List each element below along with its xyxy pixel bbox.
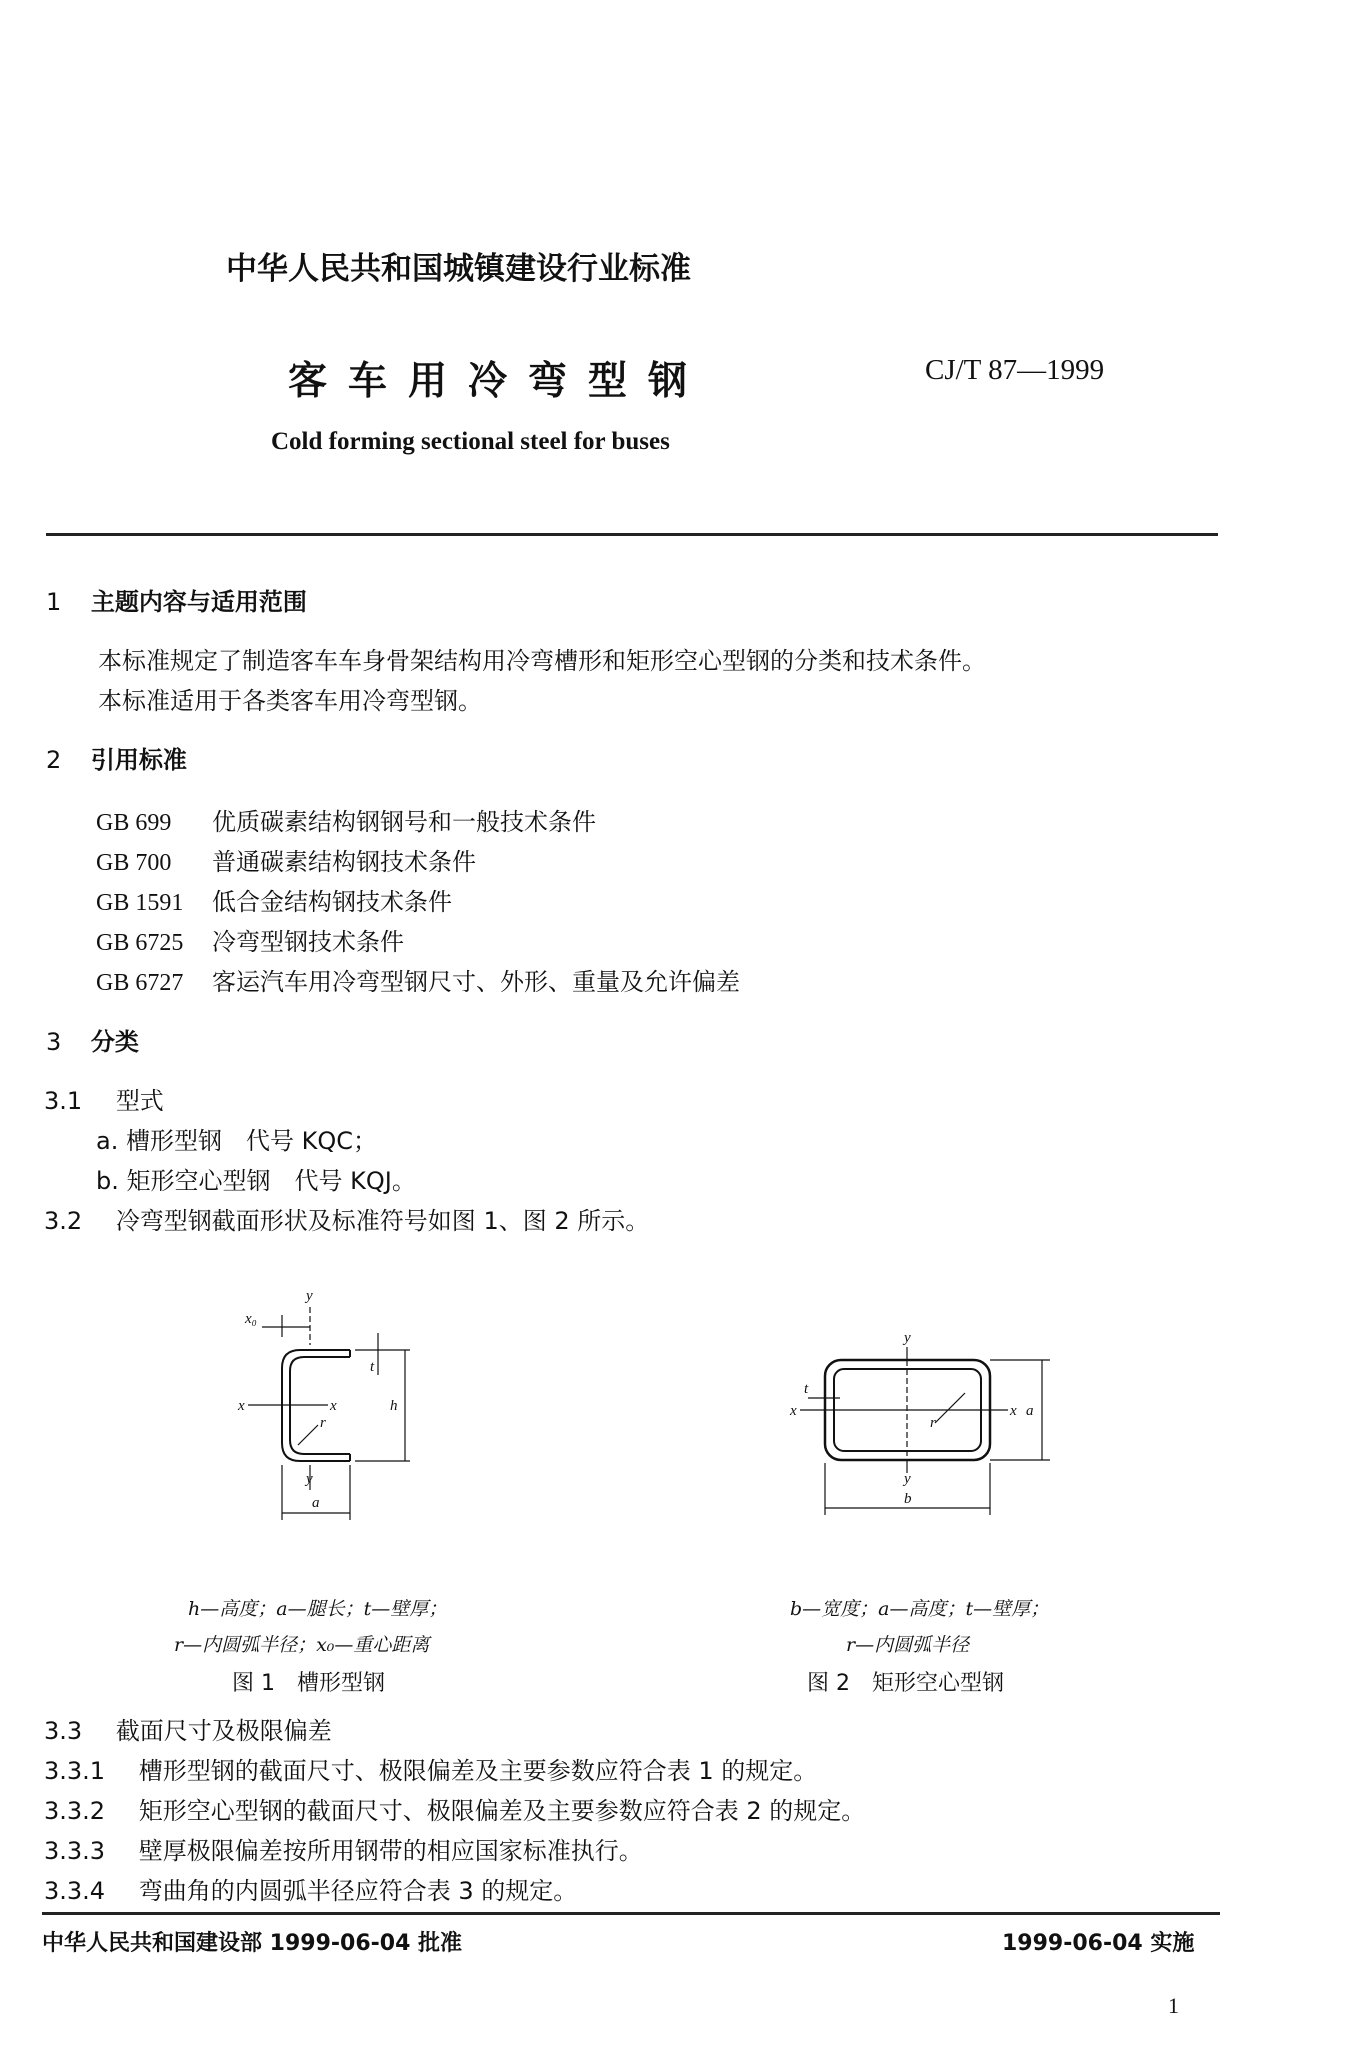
reference-code: GB 699 — [96, 810, 172, 836]
figure-2-title: 图 2 矩形空心型钢 — [807, 1671, 1004, 1696]
reference-item — [96, 802, 596, 837]
axis-label-y: y — [904, 1330, 911, 1346]
section-1-heading — [46, 582, 307, 617]
reference-code: GB 6725 — [96, 930, 184, 956]
section-number: 1 — [46, 588, 62, 616]
dim-label-t: t — [804, 1381, 809, 1397]
paragraph: 本标准适用于各类客车用冷弯型钢。 — [98, 687, 482, 715]
clause-3-3-3 — [44, 1831, 643, 1866]
header-rule — [46, 533, 1218, 536]
clause-text: 弯曲角的内圆弧半径应符合表 3 的规定。 — [138, 1877, 578, 1905]
clause-3-3 — [44, 1711, 332, 1746]
implementation-date: 1999-06-04 实施 — [1002, 1931, 1195, 1956]
clause-3-2 — [44, 1201, 649, 1236]
axis-label-y-bottom: y — [904, 1471, 911, 1487]
dim-label-r: r — [930, 1415, 936, 1431]
reference-name: 客运汽车用冷弯型钢尺寸、外形、重量及允许偏差 — [212, 968, 740, 996]
reference-name: 优质碳素结构钢钢号和一般技术条件 — [212, 808, 596, 836]
figure-1-legend-line1: h—高度；a—腿长；t—壁厚； — [188, 1598, 448, 1620]
axis-label-x-left: x — [790, 1403, 797, 1419]
reference-item — [96, 922, 404, 957]
clause-3-3-4 — [44, 1871, 577, 1906]
page-title: 客车用冷弯型钢 — [288, 359, 709, 404]
figure-1-channel-section — [220, 1275, 450, 1525]
figure-2-legend-line2: r—内圆弧半径 — [846, 1634, 970, 1656]
clause-number: 3.1 — [44, 1087, 83, 1115]
english-title: Cold forming sectional steel for buses — [271, 428, 670, 455]
figure-1-legend-line2: r—内圆弧半径；x₀—重心距离 — [174, 1634, 430, 1656]
dim-label-r: r — [320, 1415, 326, 1431]
clause-number: 3.2 — [44, 1207, 83, 1235]
list-item: b. 矩形空心型钢 代号 KQJ。 — [96, 1167, 416, 1195]
reference-name: 冷弯型钢技术条件 — [212, 928, 404, 956]
clause-3-3-1 — [44, 1751, 817, 1786]
clause-title: 型式 — [115, 1087, 164, 1115]
section-number: 2 — [46, 746, 62, 774]
reference-item — [96, 962, 740, 997]
clause-number: 3.3.2 — [44, 1797, 106, 1825]
clause-3-1 — [44, 1081, 164, 1116]
dim-label-a: a — [312, 1495, 320, 1511]
reference-code: GB 700 — [96, 850, 172, 876]
section-title: 引用标准 — [90, 746, 187, 774]
reference-code: GB 1591 — [96, 890, 184, 916]
figure-2-rect-hollow-section — [780, 1315, 1060, 1535]
axis-label-x-left: x — [238, 1398, 245, 1414]
footer-rule — [42, 1912, 1220, 1915]
clause-number: 3.3.4 — [44, 1877, 106, 1905]
clause-text: 壁厚极限偏差按所用钢带的相应国家标准执行。 — [138, 1837, 643, 1865]
clause-text: 槽形型钢的截面尺寸、极限偏差及主要参数应符合表 1 的规定。 — [138, 1757, 818, 1785]
dim-label-b: b — [904, 1491, 912, 1507]
reference-item — [96, 842, 476, 877]
page-number: 1 — [1168, 1993, 1179, 2018]
reference-code: GB 6727 — [96, 970, 184, 996]
clause-number: 3.3 — [44, 1717, 83, 1745]
clause-title: 截面尺寸及极限偏差 — [115, 1717, 332, 1745]
reference-item — [96, 882, 452, 917]
axis-label-y: y — [306, 1288, 313, 1304]
dim-label-x0: x₀ — [245, 1311, 257, 1327]
dim-label-a: a — [1026, 1403, 1034, 1419]
clause-text: 冷弯型钢截面形状及标准符号如图 1、图 2 所示。 — [115, 1207, 650, 1235]
section-title: 分类 — [90, 1028, 139, 1056]
clause-number: 3.3.1 — [44, 1757, 106, 1785]
figure-2-legend-line1: b—宽度；a—高度；t—壁厚； — [790, 1598, 1050, 1620]
clause-number: 3.3.3 — [44, 1837, 106, 1865]
reference-name: 低合金结构钢技术条件 — [212, 888, 452, 916]
dim-label-t: t — [370, 1359, 375, 1375]
axis-label-x-right: x — [330, 1398, 337, 1414]
section-title: 主题内容与适用范围 — [90, 588, 307, 616]
section-3-heading — [46, 1022, 139, 1057]
dim-label-h: h — [390, 1398, 398, 1414]
clause-3-3-2 — [44, 1791, 865, 1826]
paragraph: 本标准规定了制造客车车身骨架结构用冷弯槽形和矩形空心型钢的分类和技术条件。 — [98, 647, 986, 675]
axis-label-y-bottom: y — [306, 1471, 313, 1487]
section-number: 3 — [46, 1028, 62, 1056]
axis-label-x-right: x — [1010, 1403, 1017, 1419]
clause-text: 矩形空心型钢的截面尺寸、极限偏差及主要参数应符合表 2 的规定。 — [138, 1797, 866, 1825]
list-item: a. 槽形型钢 代号 KQC； — [96, 1127, 377, 1155]
section-2-heading — [46, 740, 187, 775]
reference-name: 普通碳素结构钢技术条件 — [212, 848, 476, 876]
issuing-org: 中华人民共和国城镇建设行业标准 — [226, 251, 691, 287]
approval-date: 中华人民共和国建设部 1999-06-04 批准 — [42, 1931, 463, 1956]
figure-1-title: 图 1 槽形型钢 — [232, 1671, 385, 1696]
standard-code: CJ/T 87—1999 — [925, 354, 1105, 386]
